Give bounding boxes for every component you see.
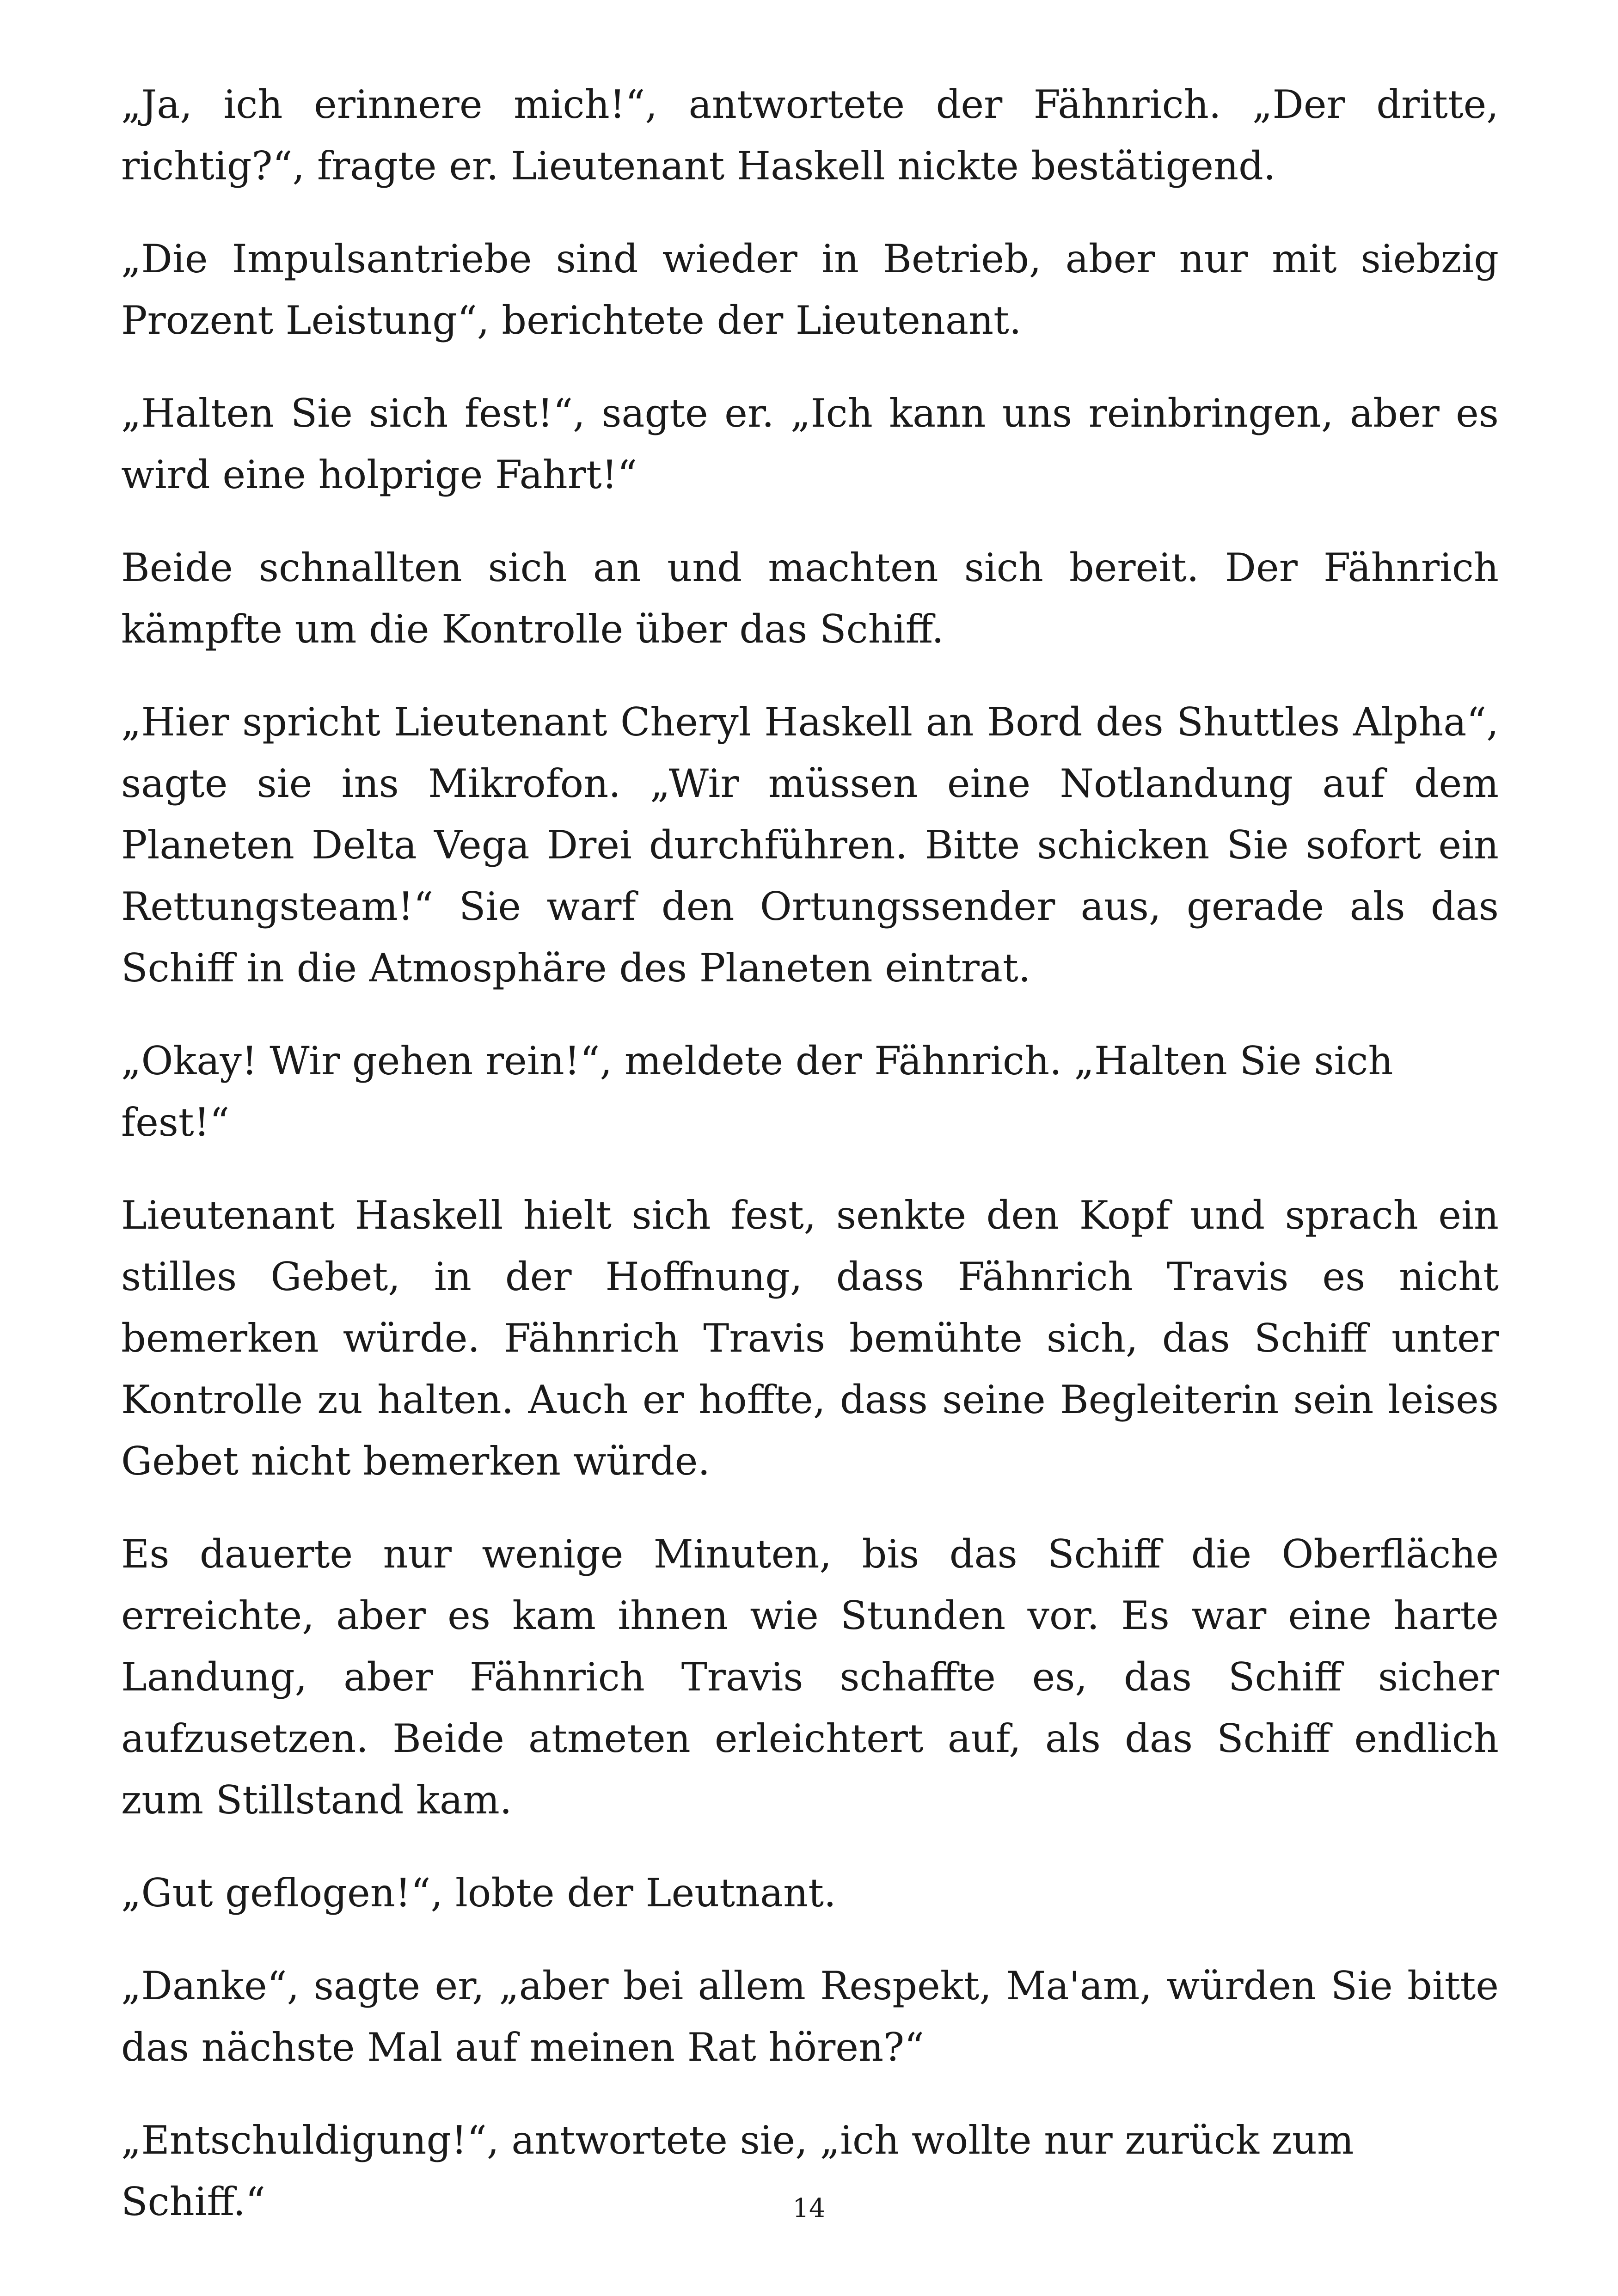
paragraph-1: „Ja, ich erinnere mich!“, antwortete der Fähnrich. „Der dritte, richtig?“, fragte er. Lieutenant Haskell nickte bestätigend. [121, 82, 1499, 189]
paragraph-8: Es dauerte nur wenige Minuten, bis das Schiff die Oberfläche erreichte, aber es kam ihnen wie Stunden vor. Es war eine harte Landung, aber Fähnrich Travis schaffte es, das Schiff sicher aufzusetzen. Beide atmeten erleichtert auf, als das Schiff endlich zum Stillstand kam. [121, 1531, 1499, 1823]
paragraph-4: Beide schnallten sich an und machten sich bereit. Der Fähnrich kämpfte um die Kontrolle über das Schiff. [121, 545, 1499, 652]
page-number: 14 [792, 2193, 826, 2223]
paragraph-9: „Gut geflogen!“, lobte der Leutnant. [121, 1870, 836, 1916]
paragraph-5: „Hier spricht Lieutenant Cheryl Haskell an Bord des Shuttles Alpha“, sagte sie ins Mikrofon. „Wir müssen eine Notlandung auf dem Planeten Delta Vega Drei durchführen. Bitte schicken Sie sofort ein Rettungsteam!“ Sie warf den Ortungssender aus, gerade als das Schiff in die Atmosphäre des Planeten eintrat. [121, 699, 1499, 991]
paragraph-3: „Halten Sie sich fest!“, sagte er. „Ich kann uns reinbringen, aber es wird eine holprige Fahrt!“ [121, 391, 1499, 497]
paragraph-6: „Okay! Wir gehen rein!“, meldete der Fähnrich. „Halten Sie sich fest!“ [121, 1038, 1393, 1145]
paragraph-2: „Die Impulsantriebe sind wieder in Betrieb, aber nur mit siebzig Prozent Leistung“, berichtete der Lieutenant. [121, 236, 1499, 343]
paragraph-10: „Danke“, sagte er, „aber bei allem Respekt, Ma'am, würden Sie bitte das nächste Mal auf meinen Rat hören?“ [121, 1963, 1499, 2070]
paragraph-11: „Entschuldigung!“, antwortete sie, „ich wollte nur zurück zum Schiff.“ [121, 2118, 1354, 2224]
paragraph-7: Lieutenant Haskell hielt sich fest, senkte den Kopf und sprach ein stilles Gebet, in der Hoffnung, dass Fähnrich Travis es nicht bemerken würde. Fähnrich Travis bemühte sich, das Schiff unter Kontrolle zu halten. Auch er hoffte, dass seine Begleiterin sein leises Gebet nicht bemerken würde. [121, 1193, 1499, 1484]
body-text [121, 74, 1499, 2264]
